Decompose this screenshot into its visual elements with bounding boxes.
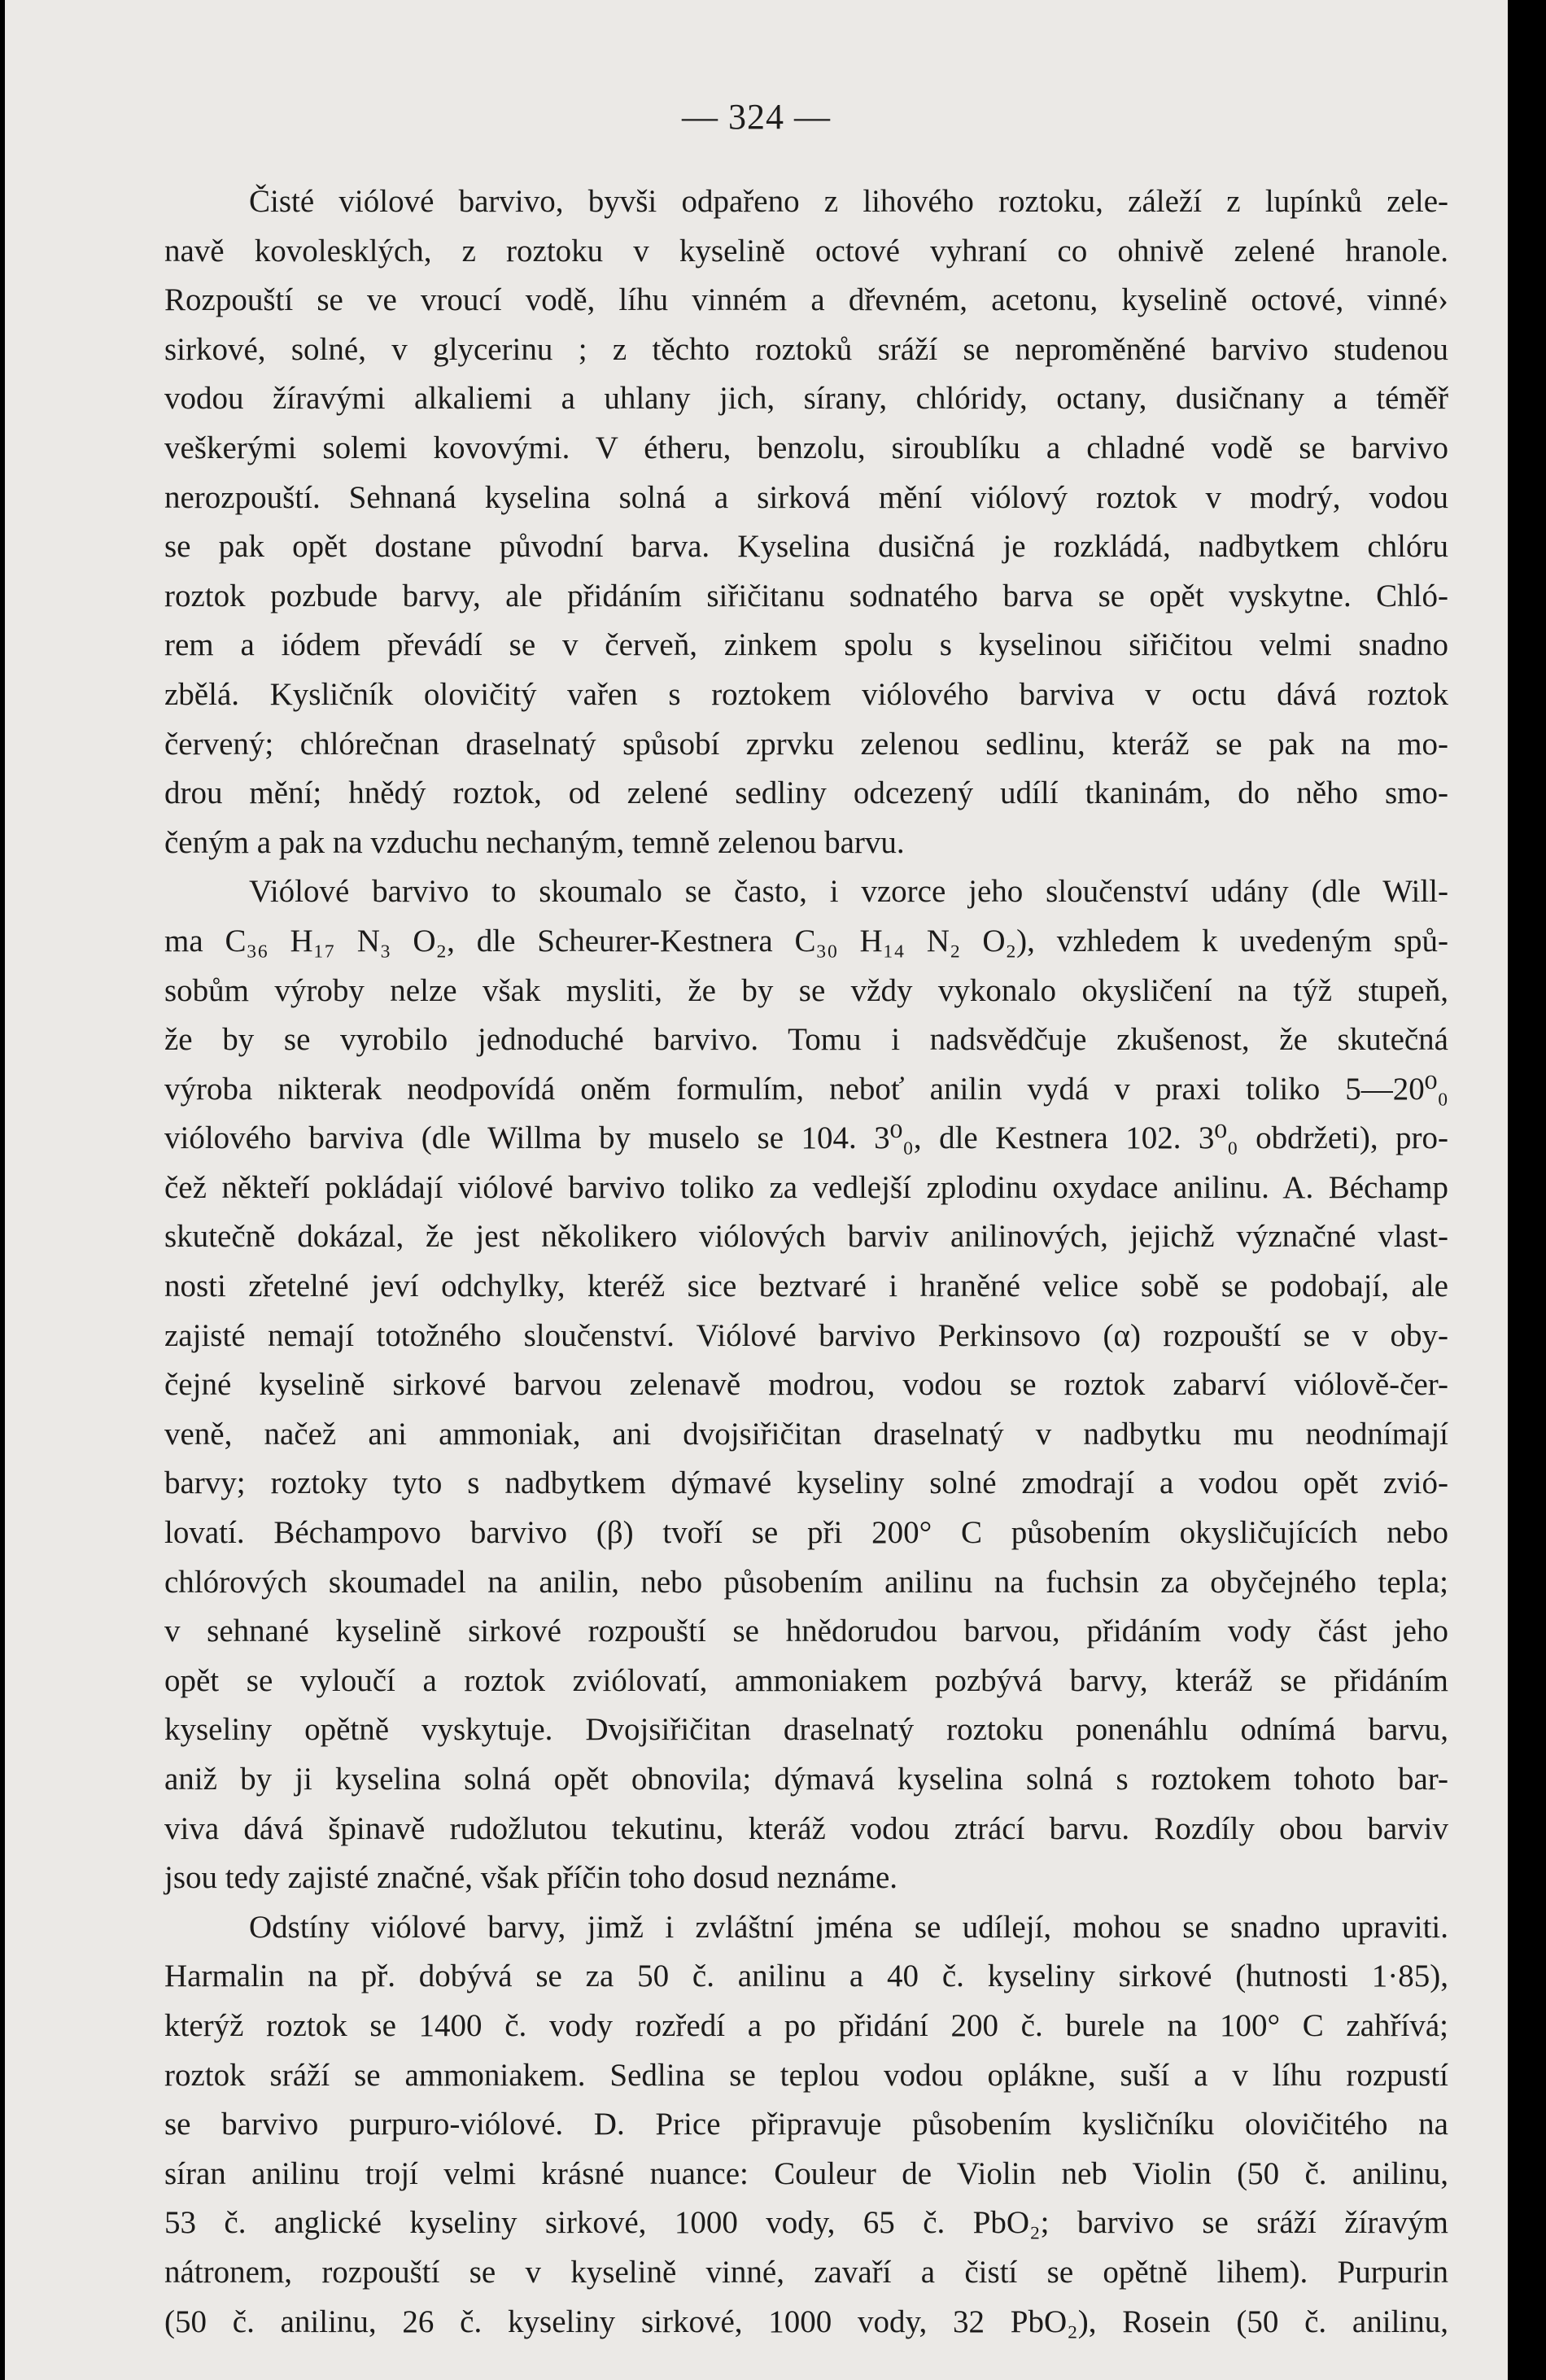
text-line: čejné kyselině sirkové barvou zelenavě modrou, vodou se roztok zabarví viólově-čer- [164,1367,1448,1403]
text-line: aniž by ji kyselina solná opět obnovila; dýmavá kyselina solná s roztokem tohoto bar- [164,1762,1448,1797]
text-line: zbělá. Kysličník olovičitý vařen s roztokem viólového barviva v octu dává roztok [164,676,1448,712]
text-line: Viólové barvivo to skoumalo se často, i vzorce jeho sloučenství udány (dle Will- [249,874,1448,910]
text-line: jsou tedy zajisté značné, však příčin toho dosud neznáme. [164,1860,898,1896]
text-line: nosti zřetelné jeví odchylky, kteréž sice beztvaré i hraněné velice sobě se podobají, ale [164,1269,1448,1304]
text-line: nerozpouští. Sehnaná kyselina solná a sirková mění viólový roztok v modrý, vodou [164,479,1448,515]
text-line: sirkové, solné, v glycerinu ; z těchto roztoků sráží se neproměněné barvivo studenou [164,331,1448,367]
text-line: barvy; roztoky tyto s nadbytkem dýmavé kyseliny solné zmodrají a vodou opět zvió- [164,1465,1448,1501]
text-line: rem a iódem převádí se v červeň, zinkem spolu s kyselinou siřičitou velmi snadno [164,627,1448,663]
text-line: Rozpouští se ve vroucí vodě, líhu vinném a dřevném, acetonu, kyselině octové, vinné› [164,282,1448,318]
text-line: 53 č. anglické kyseliny sirkové, 1000 vody, 65 č. PbO₂; barvivo se sráží žíravým [164,2205,1448,2241]
text-line: viva dává špinavě rudožlutou tekutinu, kteráž vodou ztrácí barvu. Rozdíly obou barviv [164,1810,1448,1846]
text-line: červený; chlórečnan draselnatý spůsobí zprvku zelenou sedlinu, kteráž se pak na mo- [164,726,1448,762]
text-line: roztok pozbude barvy, ale přidáním siřičitanu sodnatého barva se opět vyskytne. Chló- [164,578,1448,614]
text-line: veškerými solemi kovovými. V étheru, benzolu, siroublíku a chladné vodě se barvivo [164,430,1448,465]
text-line: Harmalin na př. dobývá se za 50 č. anilinu a 40 č. kyseliny sirkové (hutnosti 1·85), [164,1959,1448,1994]
text-line: opět se vyloučí a roztok zviólovatí, ammoniakem pozbývá barvy, kteráž se přidáním [164,1662,1448,1698]
page-number: — 324 — [682,97,831,137]
text-line: sobům výroby nelze však mysliti, že by se vždy vykonalo okysličení na týž stupeň, [164,972,1448,1008]
text-line: výroba nikterak neodpovídá oněm formulím, neboť anilin vydá v praxi toliko 5—20⁰₀ [164,1071,1448,1107]
text-line: kterýž roztok se 1400 č. vody rozředí a po přidání 200 č. burele na 100° C zahřívá; [164,2007,1448,2043]
text-line: roztok sráží se ammoniakem. Sedlina se teplou vodou oplákne, suší a v líhu rozpustí [164,2057,1448,2093]
text-line: síran anilinu trojí velmi krásné nuance: Couleur de Violin neb Violin (50 č. anilinu, [164,2155,1448,2191]
text-line: skutečně dokázal, že jest několikero viólových barviv anilinových, jejichž význačné vlast- [164,1219,1448,1255]
text-line: že by se vyrobilo jednoduché barvivo. Tomu i nadsvědčuje zkušenost, že skutečná [164,1022,1448,1058]
text-line: se barvivo purpuro-viólové. D. Price připravuje působením kysličníku olovičitého na [164,2107,1448,2142]
text-line: (50 č. anilinu, 26 č. kyseliny sirkové, 1000 vody, 32 PbO₂), Rosein (50 č. anilinu, [164,2304,1448,2339]
text-line: viólového barviva (dle Willma by muselo se 104. 3⁰₀, dle Kestnera 102. 3⁰₀ obdržeti), pro- [164,1120,1448,1156]
text-line: kyseliny opětně vyskytuje. Dvojsiřičitan draselnatý roztoku ponenáhlu odnímá barvu, [164,1712,1448,1748]
text-line: drou mění; hnědý roztok, od zelené sedliny odcezený udílí tkaninám, do něho smo- [164,775,1448,811]
text-line: čeným a pak na vzduchu nechaným, temně zelenou barvu. [164,824,905,860]
book-page [5,0,1508,2380]
text-line: čež někteří pokládají viólové barvivo toliko za vedlejší zplodinu oxydace anilinu. A. Béchamp [164,1169,1448,1205]
text-line: v sehnané kyselině sirkové rozpouští se hnědorudou barvou, přidáním vody část jeho [164,1614,1448,1649]
text-line: nátronem, rozpouští se v kyselině vinné, zavaří a čistí se opětně lihem). Purpurin [164,2254,1448,2290]
text-line: lovatí. Béchampovo barvivo (β) tvoří se při 200° C působením okysličujících nebo [164,1515,1448,1551]
text-line: Odstíny viólové barvy, jimž i zvláštní jména se udílejí, mohou se snadno upraviti. [249,1909,1448,1945]
text-line: se pak opět dostane původní barva. Kyselina dusičná je rozkládá, nadbytkem chlóru [164,529,1448,565]
text-line: chlórových skoumadel na anilin, nebo působením anilinu na fuchsin za obyčejného tepla; [164,1564,1448,1600]
body-text [164,177,1448,2347]
text-line: ma C₃₆ H₁₇ N₃ O₂, dle Scheurer-Kestnera C₃₀ H₁₄ N₂ O₂), vzhledem k uvedeným spů- [164,923,1448,959]
text-line: veně, načež ani ammoniak, ani dvojsiřičitan draselnatý v nadbytku mu neodnímají [164,1416,1448,1452]
text-line: vodou žíravými alkaliemi a uhlany jich, sírany, chlóridy, octany, dusičnany a téměř [164,381,1448,417]
text-line: zajisté nemají totožného sloučenství. Viólové barvivo Perkinsovo (α) rozpouští se v oby- [164,1317,1448,1353]
text-line: navě kovolesklých, z roztoku v kyselině octové vyhraní co ohnivě zelené hranole. [164,233,1448,269]
text-line: Čisté viólové barvivo, byvši odpařeno z lihového roztoku, záleží z lupínků zele- [249,184,1448,219]
